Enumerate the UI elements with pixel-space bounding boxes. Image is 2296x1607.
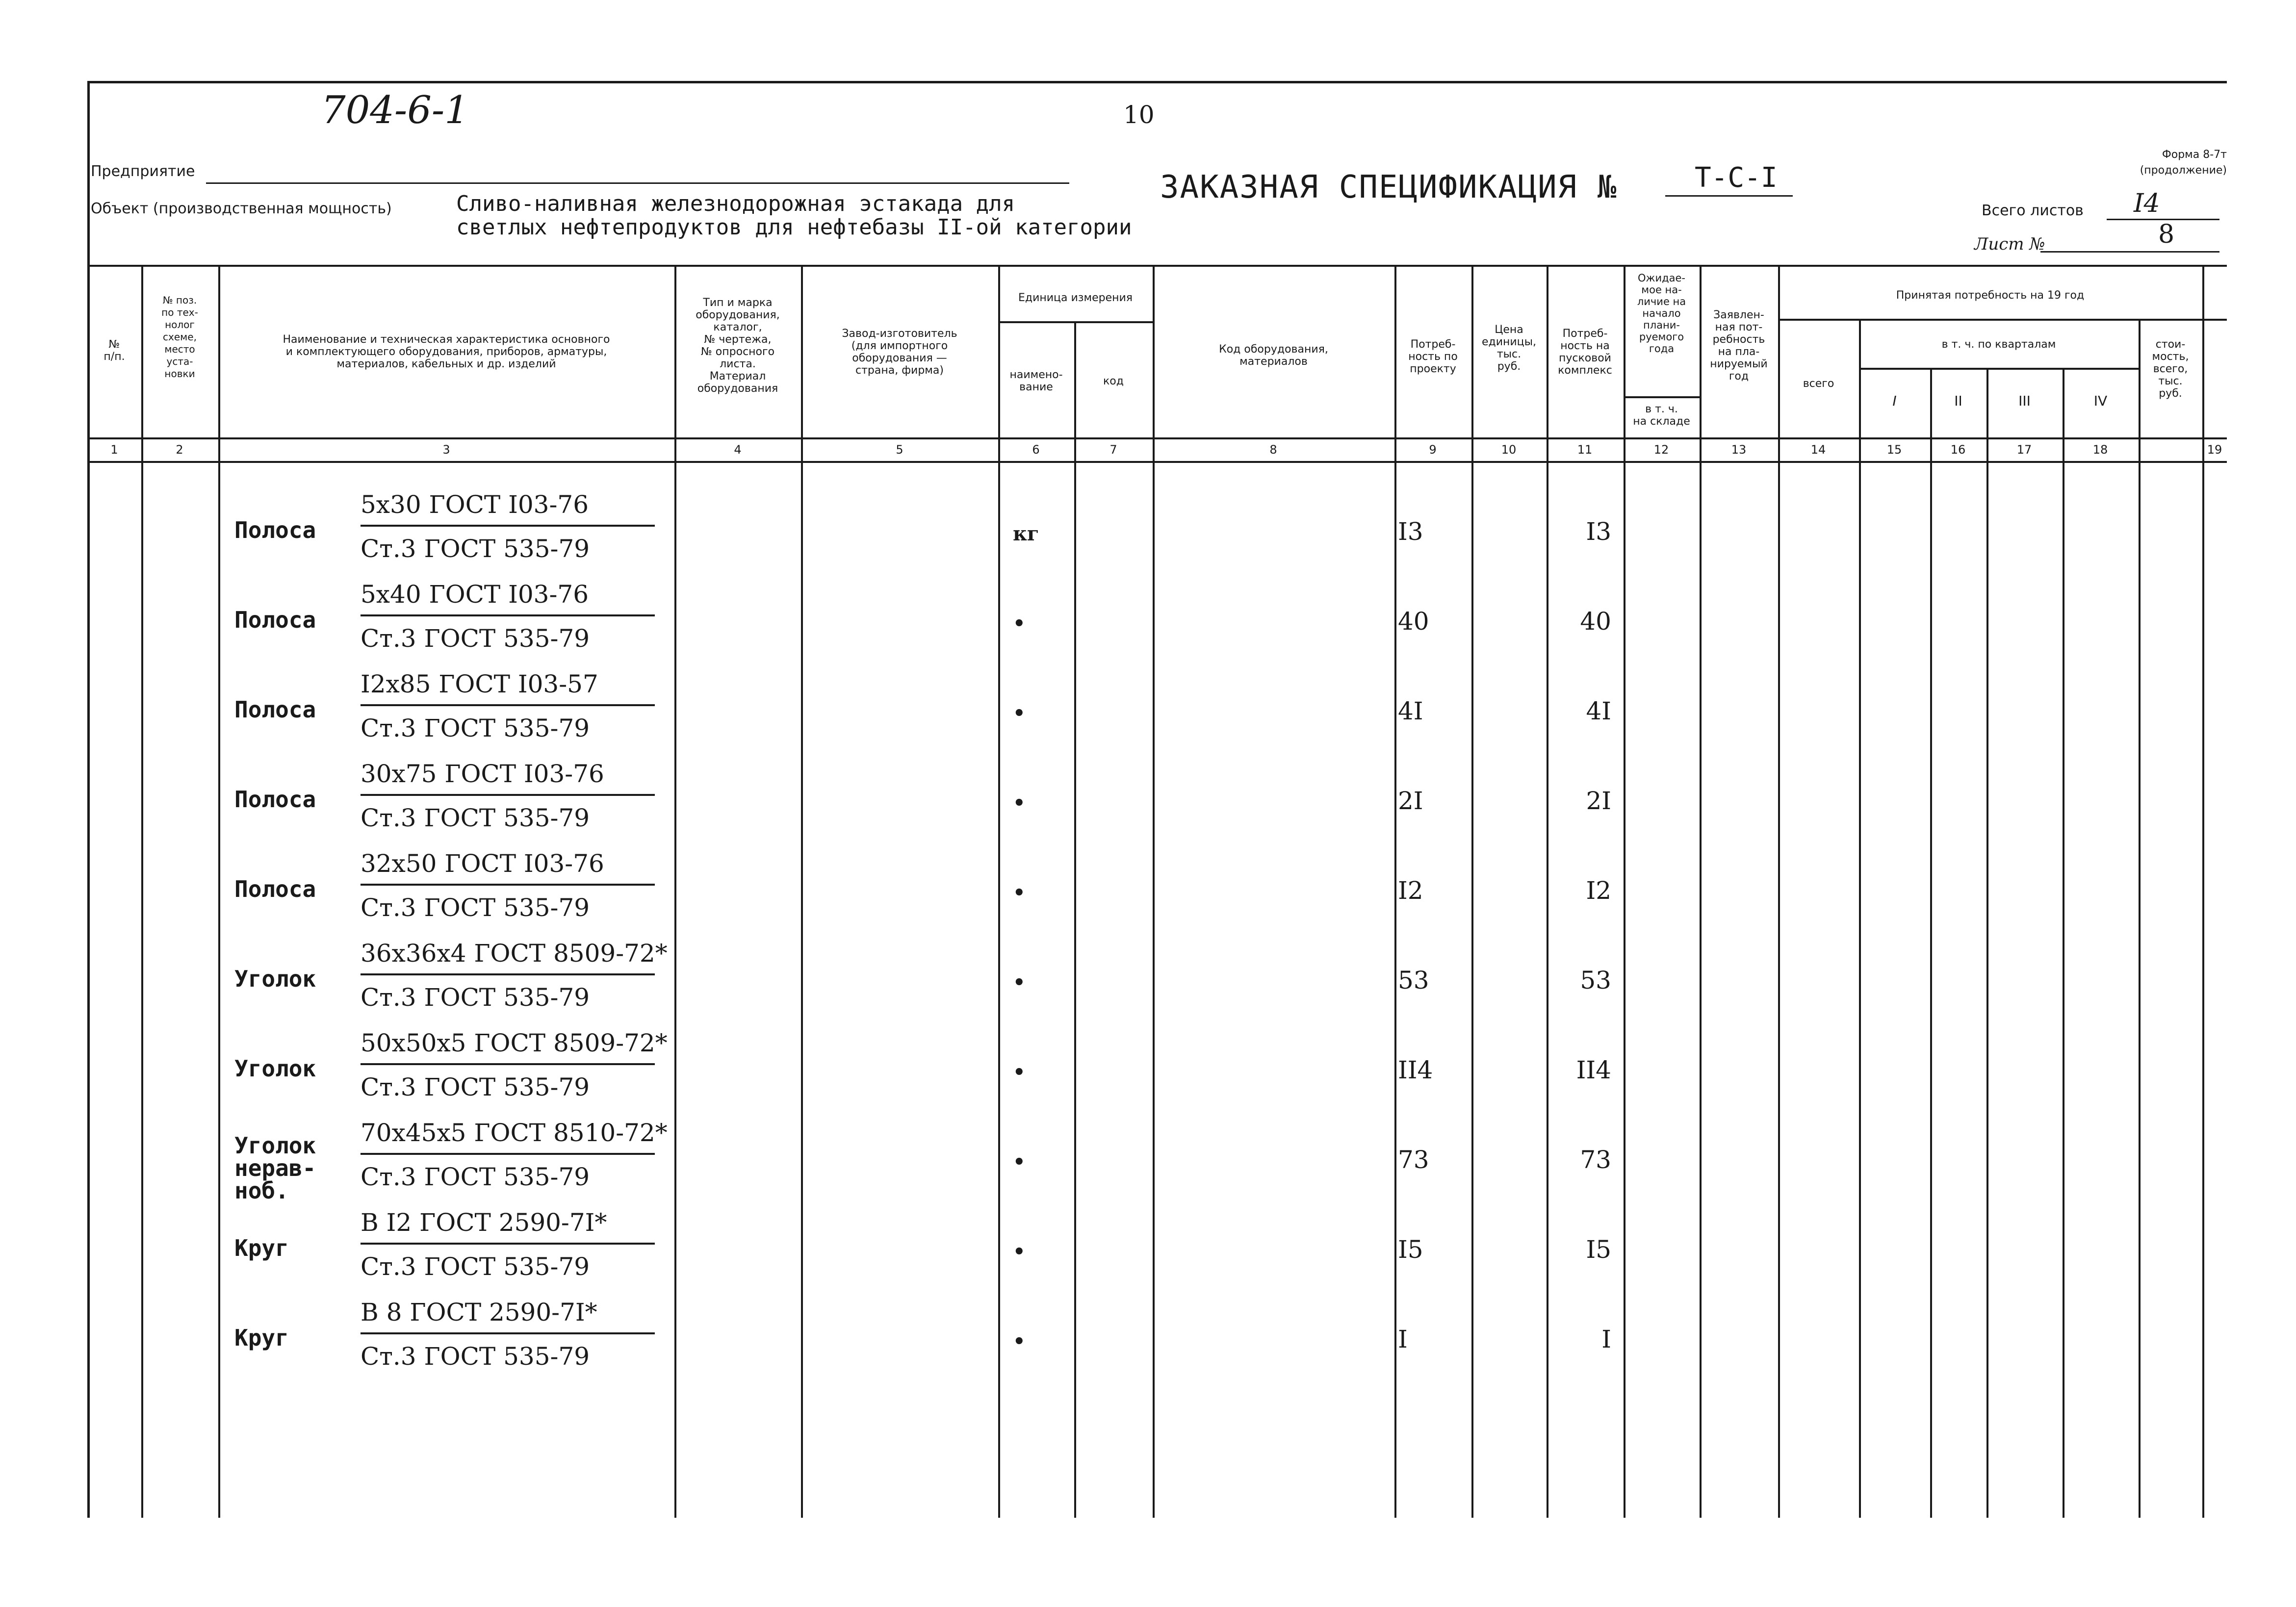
col-line-8 [1394, 265, 1396, 1518]
column-number: 15 [1886, 443, 1902, 457]
row-spec-fraction-line [361, 1153, 655, 1155]
row-spec-size: 70х45х5 ГОСТ 8510-72* [361, 1119, 668, 1147]
column-number-bottom-line [87, 461, 2227, 463]
header-bottom-line [87, 437, 2227, 439]
row-unit: • [1013, 1240, 1026, 1263]
row-spec-size: 36х36х4 ГОСТ 8509-72* [361, 939, 668, 968]
column-number: 11 [1577, 443, 1593, 457]
row-qty-complex: I5 [1586, 1235, 1611, 1264]
row-spec-fraction-line [361, 525, 655, 527]
row-spec-fraction-line [361, 794, 655, 796]
column-number: 9 [1429, 443, 1437, 457]
row-qty-complex: 53 [1580, 966, 1611, 995]
row-item-name: Круг [234, 1235, 289, 1261]
row-unit: • [1013, 881, 1026, 904]
row-qty-complex: 40 [1580, 607, 1611, 636]
row-spec-material: Ст.3 ГОСТ 535-79 [361, 1163, 590, 1191]
col-line-14 [1859, 319, 1861, 1518]
col-line-1 [141, 265, 143, 1518]
col-line-7 [1153, 265, 1155, 1518]
column-number: 3 [442, 443, 450, 457]
header-unit-group: Единица измерения [1018, 292, 1133, 304]
row-qty-project: 40 [1398, 607, 1429, 636]
row-qty-project: II4 [1398, 1056, 1433, 1084]
row-spec-material: Ст.3 ГОСТ 535-79 [361, 1073, 590, 1101]
row-item-name: Уголок [234, 1055, 316, 1082]
row-spec-size: I2х85 ГОСТ I03-57 [361, 670, 598, 698]
header-col-9: Потреб- ность по проекту [1408, 338, 1458, 375]
row-qty-project: I5 [1398, 1235, 1423, 1264]
col-line-9 [1471, 265, 1473, 1518]
row-unit: • [1013, 612, 1026, 635]
header-col-1: № п/п. [103, 338, 125, 363]
row-qty-complex: I3 [1586, 517, 1611, 546]
col-line-16 [1986, 368, 1988, 1518]
col-line-13 [1778, 265, 1780, 1518]
row-qty-complex: 4I [1586, 697, 1611, 725]
column-number: 18 [2092, 443, 2108, 457]
header-col-7: код [1103, 375, 1124, 387]
enterprise-underline [206, 182, 1069, 184]
row-item-name: Полоса [234, 876, 316, 902]
row-spec-fraction-line [361, 1243, 655, 1245]
row-qty-project: 2I [1398, 787, 1423, 815]
column-number: 19 [2207, 443, 2222, 457]
col-line-4 [801, 265, 803, 1518]
total-sheets-label: Всего листов [1982, 202, 2084, 219]
header-col-10: Цена единицы, тыс. руб. [1481, 324, 1537, 373]
row-spec-size: В 8 ГОСТ 2590-7I* [361, 1298, 597, 1326]
total-sheets-value: I4 [2134, 189, 2160, 218]
object-label: Объект (производственная мощность) [91, 200, 392, 217]
col-line-15 [1930, 368, 1932, 1518]
col-line-2 [218, 265, 220, 1518]
row-spec-fraction-line [361, 704, 655, 706]
row-qty-project: 53 [1398, 966, 1429, 995]
row-qty-project: I2 [1398, 876, 1423, 905]
col-line-11 [1624, 265, 1625, 1518]
row-item-name: Уголок нерав- ноб. [234, 1132, 316, 1204]
row-qty-complex: 2I [1586, 787, 1611, 815]
row-spec-size: 5х40 ГОСТ I03-76 [361, 580, 589, 609]
row-qty-complex: II4 [1576, 1056, 1611, 1084]
stock-split-line [1624, 396, 1700, 398]
header-col-18: IV [2093, 393, 2108, 409]
header-col-17: III [2018, 393, 2031, 409]
sheet-no-underline [2040, 251, 2219, 253]
header-col-19: стои- мость, всего, тыс. руб. [2152, 338, 2189, 400]
header-quarters-group: в т. ч. по кварталам [1941, 338, 2056, 351]
spec-title: ЗАКАЗНАЯ СПЕЦИФИКАЦИЯ № [1160, 169, 1618, 205]
sheet-code: 704-6-1 [321, 88, 469, 132]
col-line-12 [1700, 265, 1702, 1518]
row-spec-size: 32х50 ГОСТ I03-76 [361, 849, 604, 878]
header-col-15: I [1892, 393, 1897, 409]
col-line-18 [2139, 319, 2141, 1518]
column-number: 7 [1109, 443, 1117, 457]
row-spec-fraction-line [361, 1332, 655, 1334]
row-spec-material: Ст.3 ГОСТ 535-79 [361, 983, 590, 1012]
header-col-6: наимено- вание [1009, 369, 1063, 393]
header-col-14: всего [1803, 378, 1834, 390]
row-item-name: Полоса [234, 517, 316, 543]
header-col-16: II [1954, 393, 1962, 409]
row-spec-fraction-line [361, 884, 655, 886]
row-spec-size: 30х75 ГОСТ I03-76 [361, 760, 604, 788]
column-number: 10 [1501, 443, 1517, 457]
sheet-no-label: Лист № [1974, 234, 2045, 254]
header-col-5: Завод-изготовитель (для импортного оборудования — страна, фирма) [842, 328, 957, 377]
column-number: 4 [734, 443, 742, 457]
row-qty-project: I [1398, 1325, 1408, 1353]
row-unit: • [1013, 791, 1026, 815]
row-qty-project: I3 [1398, 517, 1423, 546]
row-spec-material: Ст.3 ГОСТ 535-79 [361, 1252, 590, 1281]
accepted-group-line [1778, 319, 2227, 321]
row-spec-material: Ст.3 ГОСТ 535-79 [361, 893, 590, 922]
row-unit: кг [1013, 522, 1039, 545]
object-line-1: Сливо-наливная железнодорожная эстакада для [456, 191, 1015, 216]
row-spec-material: Ст.3 ГОСТ 535-79 [361, 535, 590, 563]
header-col-12: Ожидае- мое на- личие на начало плани- руемого года [1637, 272, 1686, 355]
header-col-12b: в т. ч. на складе [1633, 403, 1690, 428]
row-item-name: Полоса [234, 696, 316, 723]
row-item-name: Полоса [234, 607, 316, 633]
column-number: 13 [1731, 443, 1747, 457]
header-col-3: Наименование и техническая характеристика основного и комплектующего оборудования, приборов, арматуры, материалов, кабельных и др. изделий [283, 333, 610, 370]
header-col-11: Потреб- ность на пусковой комплекс [1558, 328, 1612, 377]
column-number: 5 [896, 443, 903, 457]
column-number: 14 [1810, 443, 1826, 457]
sheet-no-value: 8 [2158, 220, 2175, 249]
page-number: 10 [1123, 101, 1155, 129]
row-qty-complex: I [1601, 1325, 1611, 1353]
row-unit: • [1013, 1061, 1026, 1084]
row-qty-project: 73 [1398, 1146, 1429, 1174]
row-spec-size: В I2 ГОСТ 2590-7I* [361, 1208, 607, 1237]
header-col-13: Заявлен- ная пот- ребность на пла- нируемый год [1710, 309, 1768, 383]
column-number: 1 [110, 443, 118, 457]
header-col-4: Тип и марка оборудования, каталог, № чертежа, № опросного листа. Материал оборудования [696, 297, 780, 395]
row-unit: • [1013, 1150, 1026, 1173]
row-unit: • [1013, 1330, 1026, 1353]
row-qty-complex: I2 [1586, 876, 1611, 905]
row-unit: • [1013, 702, 1026, 725]
row-spec-size: 5х30 ГОСТ I03-76 [361, 490, 589, 519]
row-spec-material: Ст.3 ГОСТ 535-79 [361, 804, 590, 832]
row-spec-fraction-line [361, 614, 655, 616]
row-spec-material: Ст.3 ГОСТ 535-79 [361, 1342, 590, 1371]
row-spec-fraction-line [361, 1063, 655, 1065]
row-spec-material: Ст.3 ГОСТ 535-79 [361, 714, 590, 742]
col-line-17 [2063, 368, 2064, 1518]
column-number: 6 [1032, 443, 1040, 457]
row-unit: • [1013, 971, 1026, 994]
row-qty-complex: 73 [1580, 1146, 1611, 1174]
object-line-2: светлых нефтепродуктов для нефтебазы II-ой категории [456, 215, 1132, 240]
spec-number-underline [1665, 195, 1793, 197]
col-line-5 [998, 265, 1000, 1518]
column-number: 17 [2016, 443, 2032, 457]
table-top-line [87, 265, 2227, 267]
row-item-name: Уголок [234, 966, 316, 992]
col-line-3 [674, 265, 676, 1518]
enterprise-label: Предприятие [91, 163, 195, 180]
col-line-6 [1074, 321, 1076, 1518]
row-item-name: Полоса [234, 786, 316, 813]
row-spec-fraction-line [361, 973, 655, 975]
column-number: 16 [1950, 443, 1966, 457]
header-col-8: Код оборудования, материалов [1219, 343, 1328, 368]
row-item-name: Круг [234, 1325, 289, 1351]
column-number: 12 [1653, 443, 1669, 457]
spec-number: Т-С-I [1695, 162, 1778, 194]
header-accepted-group: Принятая потребность на 19 год [1896, 289, 2085, 302]
column-number: 8 [1269, 443, 1277, 457]
quarters-group-line [1859, 368, 2139, 370]
column-number: 2 [176, 443, 183, 457]
row-spec-material: Ст.3 ГОСТ 535-79 [361, 624, 590, 653]
row-spec-size: 50х50х5 ГОСТ 8509-72* [361, 1029, 668, 1057]
row-qty-project: 4I [1398, 697, 1423, 725]
form-label: Форма 8-7т (продолжение) [2140, 149, 2227, 177]
header-col-2: № поз. по тех- нолог схеме, место уста- новки [161, 294, 198, 380]
